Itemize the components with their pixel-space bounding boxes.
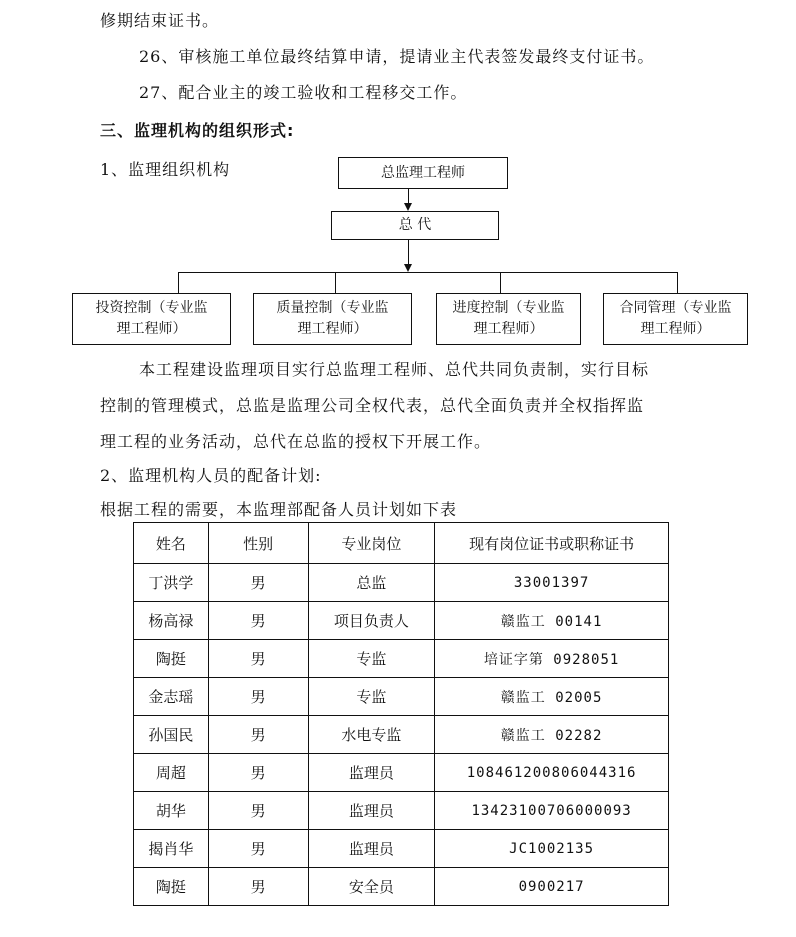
table-row: [134, 830, 669, 868]
table-row: [134, 678, 669, 716]
cell-gender: 男: [208, 564, 308, 602]
cell-certificate: JC1002135: [435, 830, 669, 868]
org-box-label: 理工程师）: [473, 321, 544, 337]
org-box-schedule-control: [436, 293, 581, 345]
cell-position: 专监: [308, 678, 435, 716]
table-row: [134, 564, 669, 602]
org-box-label: 理工程师）: [297, 321, 368, 337]
cell-gender: 男: [208, 868, 308, 906]
cell-position: 项目负责人: [308, 602, 435, 640]
cell-name: 陶挺: [134, 640, 209, 678]
org-box-chief-engineer: 总监理工程师: [338, 157, 508, 189]
org-box-label: 理工程师）: [116, 321, 187, 337]
cell-position: 安全员: [308, 868, 435, 906]
cell-gender: 男: [208, 830, 308, 868]
cell-gender: 男: [208, 792, 308, 830]
cell-position: 专监: [308, 640, 435, 678]
arrow-down-icon: [404, 264, 412, 272]
cell-name: 周超: [134, 754, 209, 792]
column-header-name: 姓名: [134, 523, 209, 564]
column-header-gender: 性别: [208, 523, 308, 564]
table-header-row: [134, 523, 669, 564]
cell-gender: 男: [208, 754, 308, 792]
org-box-label: 进度控制（专业监: [452, 300, 565, 316]
org-connector: [677, 272, 678, 293]
table-row: [134, 754, 669, 792]
cell-certificate: 108461200806044316: [435, 754, 669, 792]
org-box-label: 质量控制（专业监: [276, 300, 389, 316]
cell-name: 金志瑶: [134, 678, 209, 716]
paragraph-line: 理工程的业务活动，总代在总监的授权下开展工作。: [100, 432, 492, 451]
table-row: [134, 602, 669, 640]
cell-certificate: 培证字第 0928051: [435, 640, 669, 678]
org-connector: [408, 189, 409, 203]
org-branch-line: [178, 272, 677, 273]
org-box-quality-control: [253, 293, 412, 345]
cell-position: 监理员: [308, 792, 435, 830]
org-connector: [408, 240, 409, 264]
cell-position: 总监: [308, 564, 435, 602]
cell-certificate: 13423100706000093: [435, 792, 669, 830]
cell-position: 监理员: [308, 754, 435, 792]
table-row: [134, 640, 669, 678]
cell-certificate: 赣监工 02282: [435, 716, 669, 754]
org-box-label: 投资控制（专业监: [95, 300, 208, 316]
table-row: [134, 868, 669, 906]
paragraph-line: 本工程建设监理项目实行总监理工程师、总代共同负责制，实行目标: [139, 360, 650, 379]
org-connector: [500, 272, 501, 293]
cell-gender: 男: [208, 602, 308, 640]
cell-name: 丁洪学: [134, 564, 209, 602]
column-header-certificate: 现有岗位证书或职称证书: [435, 523, 669, 564]
cell-name: 孙国民: [134, 716, 209, 754]
item-27: 27、配合业主的竣工验收和工程移交工作。: [139, 83, 468, 102]
org-connector: [178, 272, 179, 293]
cell-gender: 男: [208, 678, 308, 716]
cell-position: 水电专监: [308, 716, 435, 754]
org-box-deputy: 总 代: [331, 211, 499, 240]
org-box-label: 理工程师）: [640, 321, 711, 337]
table-row: [134, 792, 669, 830]
org-box-contract-management: [603, 293, 748, 345]
subheading-org-structure: 1、监理组织机构: [100, 160, 231, 179]
paragraph-line: 控制的管理模式，总监是监理公司全权代表，总代全面负责并全权指挥监: [100, 396, 645, 415]
text-line-top: 修期结束证书。: [100, 11, 220, 30]
section-heading-3: 三、监理机构的组织形式:: [100, 121, 295, 140]
staff-table: [133, 522, 669, 906]
org-box-label: 合同管理（专业监: [619, 300, 732, 316]
cell-certificate: 赣监工 00141: [435, 602, 669, 640]
arrow-down-icon: [404, 203, 412, 211]
column-header-position: 专业岗位: [308, 523, 435, 564]
org-box-investment-control: [72, 293, 231, 345]
item-26: 26、审核施工单位最终结算申请，提请业主代表签发最终支付证书。: [139, 47, 655, 66]
cell-name: 揭肖华: [134, 830, 209, 868]
cell-position: 监理员: [308, 830, 435, 868]
cell-certificate: 0900217: [435, 868, 669, 906]
cell-name: 陶挺: [134, 868, 209, 906]
cell-certificate: 赣监工 02005: [435, 678, 669, 716]
cell-certificate: 33001397: [435, 564, 669, 602]
org-connector: [335, 272, 336, 293]
table-intro: 根据工程的需要，本监理部配备人员计划如下表: [100, 500, 458, 519]
cell-name: 杨高禄: [134, 602, 209, 640]
cell-name: 胡华: [134, 792, 209, 830]
cell-gender: 男: [208, 716, 308, 754]
cell-gender: 男: [208, 640, 308, 678]
subheading-staffing-plan: 2、监理机构人员的配备计划:: [100, 466, 322, 485]
table-row: [134, 716, 669, 754]
